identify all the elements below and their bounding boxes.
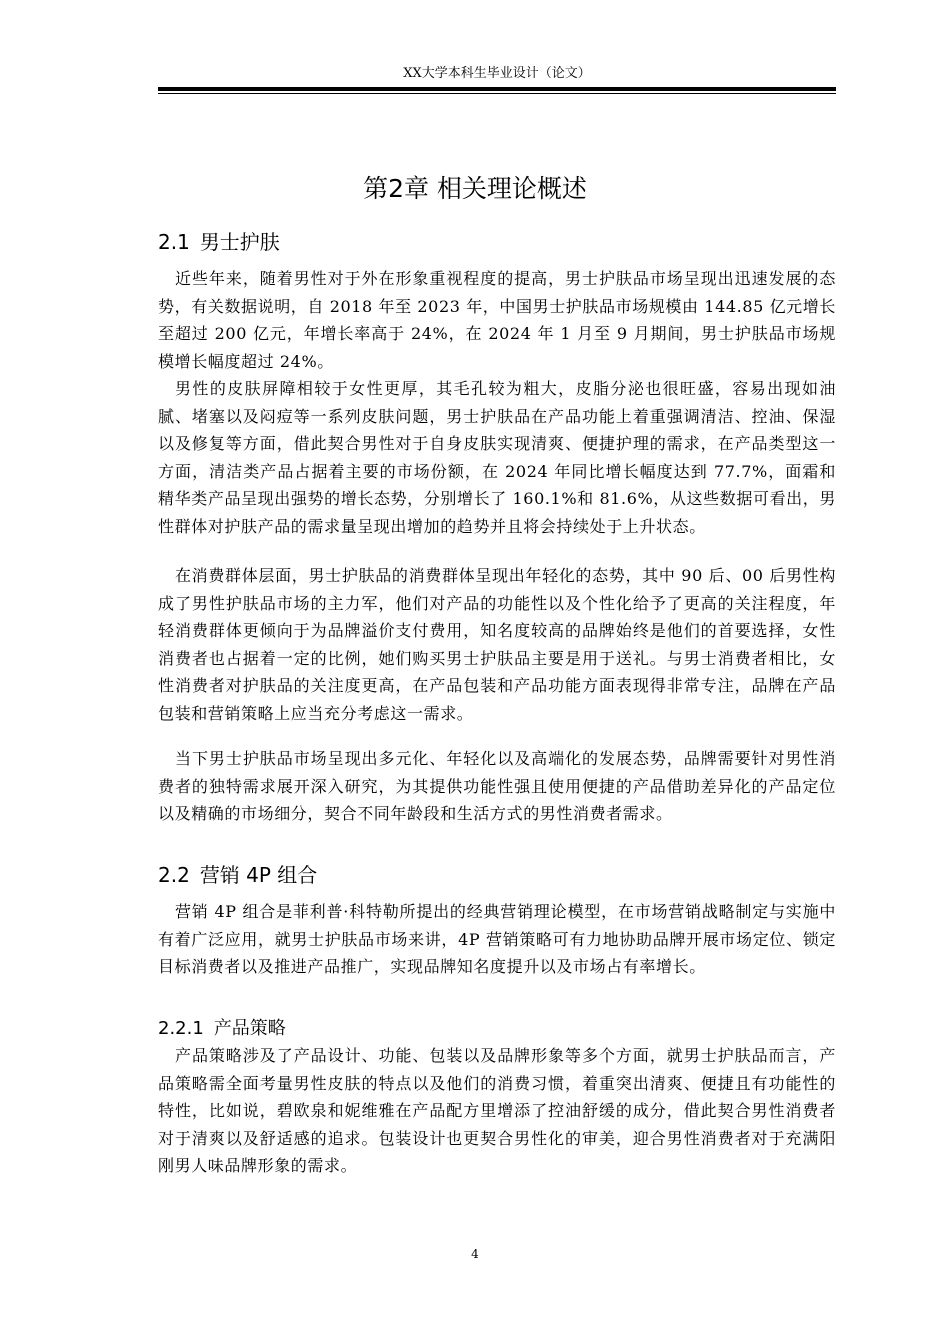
header-rule-thick: [158, 87, 836, 91]
header-rule-thin: [158, 93, 836, 94]
section-title: 营销 4P 组合: [199, 863, 318, 887]
paragraph: 男性的皮肤屏障相较于女性更厚，其毛孔较为粗大，皮脂分泌也很旺盛，容易出现如油腻、堵塞以及闷痘等一系列皮肤问题，男士护肤品在产品功能上着重强调清洁、控油、保湿以及修复等方面，借此契合男性对于自身皮肤实现清爽、便捷护理的需求，在产品类型这一方面，清洁类产品占据着主要的市场份额，在 2024 年同比增长幅度达到 77.7%，面霜和精华类产品呈现出强势的增长态势，分别增长了 160.1%和 81.6%，从这些数据可看出，男性群体对护肤产品的需求量呈现出增加的趋势并且将会持续处于上升状态。: [158, 379, 836, 536]
section-title: 男士护肤: [199, 230, 280, 254]
page-number: 4: [471, 1247, 479, 1261]
paragraph: 产品策略涉及了产品设计、功能、包装以及品牌形象等多个方面，就男士护肤品而言，产品策略需全面考量男性皮肤的特点以及他们的消费习惯，着重突出清爽、便捷且有功能性的特性，比如说，碧欧泉和妮维雅在产品配方里增添了控油舒缓的成分，借此契合男性消费者对于清爽以及舒适感的追求。包装设计也更契合男性化的审美，迎合男性消费者对于充满阳刚男人味品牌形象的需求。: [158, 1046, 836, 1175]
paragraph: 在消费群体层面，男士护肤品的消费群体呈现出年轻化的态势，其中 90 后、00 后男性构成了男性护肤品市场的主力军，他们对产品的功能性以及个性化给予了更高的关注程度，年轻消费群体更倾向于为品牌溢价支付费用，知名度较高的品牌始终是他们的首要选择，女性消费者也占据着一定的比例，她们购买男士护肤品主要是用于送礼。与男士消费者相比，女性消费者对护肤品的关注度更高，在产品包装和产品功能方面表现得非常专注，品牌在产品包装和营销策略上应当充分考虑这一需求。: [158, 566, 836, 723]
page-header: XX大学本科生毕业设计（论文）: [403, 66, 591, 81]
subsection-title: 产品策略: [213, 1018, 286, 1039]
paragraph: 当下男士护肤品市场呈现出多元化、年轻化以及高端化的发展态势，品牌需要针对男性消费者的独特需求展开深入研究，为其提供功能性强且使用便捷的产品借助差异化的产品定位以及精确的市场细分，契合不同年龄段和生活方式的男性消费者需求。: [158, 749, 836, 823]
subsection-number: 2.2.1: [158, 1018, 204, 1039]
section-number: 2.1: [158, 230, 190, 254]
paragraph: 营销 4P 组合是菲利普·科特勒所提出的经典营销理论模型，在市场营销战略制定与实施中有着广泛应用，就男士护肤品市场来讲，4P 营销策略可有力地协助品牌开展市场定位、锁定目标消费者以及推进产品推广，实现品牌知名度提升以及市场占有率增长。: [158, 902, 836, 976]
subsection-heading-2-2-1: [158, 1017, 286, 1041]
section-heading-2-1: [158, 229, 280, 255]
section-number: 2.2: [158, 863, 190, 887]
paragraph: 近些年来，随着男性对于外在形象重视程度的提高，男士护肤品市场呈现出迅速发展的态势，有关数据说明，自 2018 年至 2023 年，中国男士护肤品市场规模由 144.85 亿元增长至超过 200 亿元，年增长率高于 24%，在 2024 年 1 月至 9 月期间，男士护肤品市场规模增长幅度超过 24%。: [158, 269, 836, 371]
chapter-title: 第2章 相关理论概述: [363, 174, 587, 203]
section-heading-2-2: [158, 862, 317, 888]
